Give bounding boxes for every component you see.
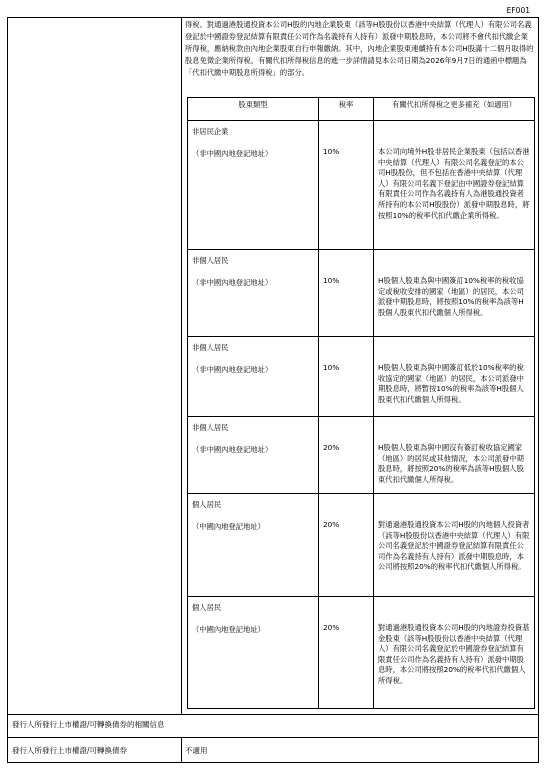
tax-rate: 10% [323, 276, 340, 285]
shareholder-type: 非居民企業 [192, 127, 229, 136]
header-additional-info: 有關代扣所得稅之更多補充（如適用） [374, 98, 535, 121]
shareholder-type: 非個人居民 [192, 343, 229, 352]
shareholder-type: 非個人居民 [192, 423, 229, 432]
tax-rate: 10% [323, 147, 340, 156]
table-row [188, 337, 535, 417]
withholding-detail: 對通過港股通投資本公司H股的內地個人投資者（該等H股股份以香港中央結算（代理人）有限公司名義登記於中國證券登記結算有限責任公司作為名義持有人持有）派發中期股息時，本公司將按照20%的稅率代扣代繳個人所得稅。 [378, 520, 530, 572]
shareholder-type: 個人居民 [192, 500, 222, 509]
intro-paragraph: 得稅。對通過港股通投資本公司H股的內地企業股東（該等H股股份以香港中央結算（代理人）有限公司名義登記於中國證券登記結算有限責任公司作為名義持有人持有）派發中期股息時，本公司將不會代扣代繳企業所得稅，應納稅款由內地企業股東自行申報繳納。其中，內地企業股東連續持有本公司H股滿十二個月取得的股息免徵企業所得稅。有關代扣所得稅信息的進一步詳情請見本公司日期為2026年9月7日的通函中標題為「代扣代繳中期股息所得稅」的部分。 [185, 20, 534, 77]
tax-rate-table [187, 97, 535, 709]
table-row [188, 494, 535, 597]
column-divider [181, 18, 182, 714]
header-shareholder-type: 股東類型 [188, 98, 319, 121]
shareholder-address: （非中國內地登記地址） [192, 365, 273, 374]
section-divider [8, 714, 538, 715]
shareholder-address: （中國內地登記地址） [192, 625, 265, 634]
table-row [188, 417, 535, 494]
row-column-divider [181, 737, 182, 762]
tax-rate: 20% [323, 520, 340, 529]
withholding-detail: H股個人股東為與中國沒有簽訂稅收協定國家（地區）的居民或其他情況，本公司派發中期股息時，將按照20%的稅率為該等H股個人股東代扣代繳個人所得稅。 [378, 443, 524, 484]
withholding-detail: 對通過港股通投資本公司H股的內地證券投資基金股東（該等H股股份以香港中央結算（代理人）有限公司名義登記於中國證券登記結算有限責任公司作為名義持有人持有）派發中期股息時，本公司將按照20%的稅率代扣代繳個人所得稅。 [378, 623, 530, 685]
document-frame [7, 17, 539, 763]
table-row [188, 121, 535, 250]
shareholder-type: 個人居民 [192, 603, 222, 612]
tax-rate: 20% [323, 623, 340, 632]
row-divider [8, 737, 538, 738]
shareholder-address: （非中國內地登記地址） [192, 445, 273, 454]
tax-table-header [188, 98, 535, 121]
issuer-row-value: 不適用 [185, 746, 208, 755]
table-row [188, 250, 535, 337]
section-title: 發行人所發行上市權證/可轉換債券的相關信息 [12, 720, 165, 729]
document-code: EF001 [506, 6, 530, 15]
tax-rate: 10% [323, 363, 340, 372]
shareholder-address: （非中國內地登記地址） [192, 278, 273, 287]
issuer-row-label: 發行人所發行上市權證/可轉換債券 [12, 746, 128, 755]
shareholder-address: （非中國內地登記地址） [192, 149, 273, 158]
withholding-detail: H股個人股東為與中國簽訂10%稅率的稅收協定或稅收安排的國家（地區）的居民，本公司派發中期股息時，將按照10%的稅率為該等H股個人股東代扣代繳個人所得稅。 [378, 276, 524, 317]
withholding-detail: 本公司向境外H股非居民企業股東（包括以香港中央結算（代理人）有限公司名義登記的本公司H股股份，但不包括在香港中央結算（代理人）有限公司名義下登記由中國證券登記結算有限責任公司作為名義持有人為港股通投資者所持有的本公司H股股份）派發中期股息時，將按照10%的稅率代扣代繳企業所得稅。 [378, 147, 530, 220]
shareholder-address: （中國內地登記地址） [192, 522, 265, 531]
tax-rate: 20% [323, 443, 340, 452]
withholding-detail: H股個人股東為與中國簽訂低於10%稅率的稅收協定的國家（地區）的居民，本公司派發中期股息時，將暫按10%的稅率為該等H股個人股東代扣代繳個人所得稅。 [378, 363, 524, 404]
header-tax-rate: 稅率 [319, 98, 374, 121]
table-row [188, 597, 535, 709]
shareholder-type: 非個人居民 [192, 256, 229, 265]
